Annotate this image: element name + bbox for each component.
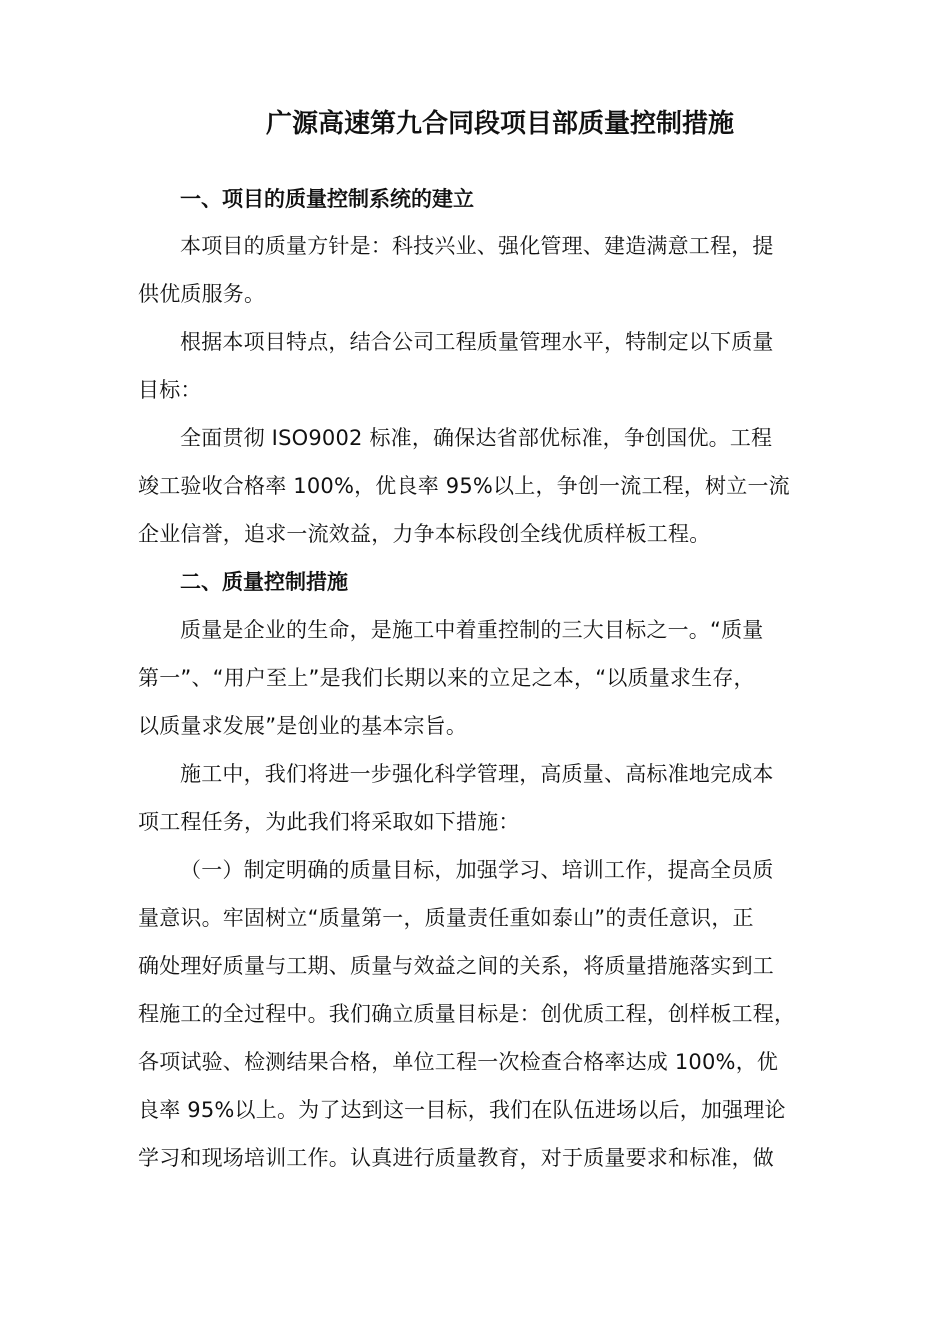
paragraph-line: 以质量求发展”是创业的基本宗旨。 <box>138 714 468 738</box>
paragraph-line: 第一”、“用户至上”是我们长期以来的立足之本，“以质量求生存， <box>138 666 755 690</box>
paragraph-line: 各项试验、检测结果合格，单位工程一次检查合格率达成 100%，优 <box>138 1050 779 1074</box>
paragraph-line: 供优质服务。 <box>138 282 266 306</box>
document-title: 广源高速第九合同段项目部质量控制措施 <box>265 109 734 139</box>
paragraph-line: 本项目的质量方针是：科技兴业、强化管理、建造满意工程，提 <box>180 234 774 258</box>
paragraph-line: 目标： <box>138 378 202 402</box>
paragraph-line: 学习和现场培训工作。认真进行质量教育，对于质量要求和标准，做 <box>138 1146 774 1170</box>
paragraph-line: 质量是企业的生命，是施工中着重控制的三大目标之一。“质量 <box>180 618 764 642</box>
paragraph-line: 全面贯彻 ISO9002 标准，确保达省部优标准，争创国优。工程 <box>180 426 773 450</box>
paragraph-line: 施工中，我们将进一步强化科学管理，高质量、高标准地完成本 <box>180 762 774 786</box>
paragraph-line: 竣工验收合格率 100%，优良率 95%以上，争创一流工程，树立一流 <box>138 474 790 498</box>
paragraph-line: 确处理好质量与工期、质量与效益之间的关系，将质量措施落实到工 <box>138 954 774 978</box>
paragraph-line: 程施工的全过程中。我们确立质量目标是：创优质工程，创样板工程， <box>138 1002 796 1026</box>
section-heading-1: 一、项目的质量控制系统的建立 <box>180 187 474 211</box>
paragraph-line: 量意识。牢固树立“质量第一，质量责任重如泰山”的责任意识，正 <box>138 906 754 930</box>
paragraph-line: 项工程任务，为此我们将采取如下措施： <box>138 810 520 834</box>
paragraph-line: （一）制定明确的质量目标，加强学习、培训工作，提高全员质 <box>180 858 774 882</box>
paragraph-line: 良率 95%以上。为了达到这一目标，我们在队伍进场以后，加强理论 <box>138 1098 786 1122</box>
paragraph-line: 企业信誉，追求一流效益，力争本标段创全线优质样板工程。 <box>138 522 711 546</box>
paragraph-line: 根据本项目特点，结合公司工程质量管理水平，特制定以下质量 <box>180 330 774 354</box>
section-heading-2: 二、质量控制措施 <box>180 570 348 594</box>
